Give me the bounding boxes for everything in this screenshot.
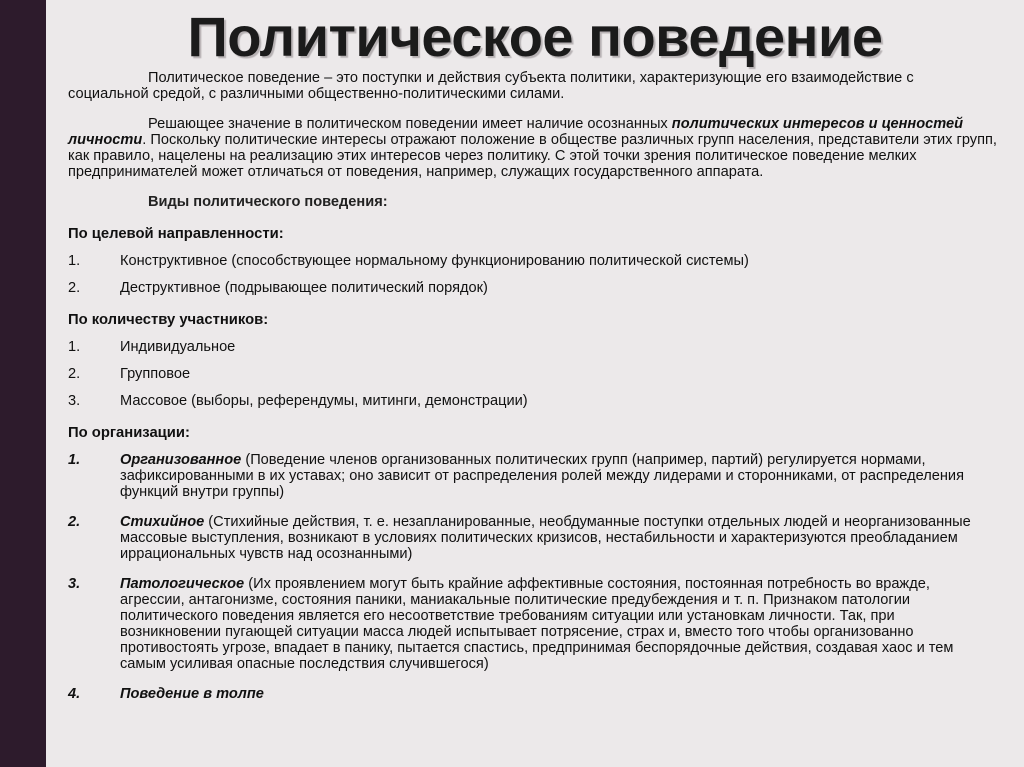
decisive-before: Решающее значение в политическом поведении имеет наличие осознанных — [148, 116, 672, 132]
list-item: 2. Групповое — [68, 366, 191, 382]
organization-heading: По организации: — [68, 425, 190, 441]
direction-heading: По целевой направленности: — [68, 226, 284, 242]
participants-list — [68, 339, 998, 409]
list-item: 1. Конструктивное (способствующее нормальному функционированию политической системы) — [68, 253, 749, 269]
list-item: 2. Деструктивное (подрывающее политический порядок) — [68, 280, 488, 296]
left-accent-bar — [0, 0, 46, 767]
decisive-emphasis: политических интересов и ценностей личности — [68, 116, 964, 148]
page-title: Политическое поведение — [187, 5, 883, 68]
intro-paragraph — [68, 70, 998, 102]
list-item: 1. Организованное (Поведение членов организованных политических групп (например, партий) регулируется нормами, зафиксированными в их уставах; оно зависит от распределения ролей между лидерами и сторонниками, от распределения функций внутри группы) — [68, 452, 964, 500]
list-item: 2. Стихийное (Стихийные действия, т. е. незапланированные, необдуманные поступки отдельных людей и неорганизованные массовые выступления, возникают в условиях политических кризисов, нестабильности и характеризуются преобладанием иррациональных чувств над осознанными) — [68, 514, 971, 562]
list-item: 3. Массовое (выборы, референдумы, митинги, демонстрации) — [68, 393, 528, 409]
list-item: 4. Поведение в толпе — [68, 686, 264, 702]
list-item: 3. Патологическое (Их проявлением могут быть крайние аффективные состояния, постоянная потребность во вражде, агрессии, антагонизме, состояния паники, маниакальные политические предубеждения и т. п. Признаком патологии политического поведения является его несоответствие требованиям ситуации или установкам личности. Так, при возникновении пугающей ситуации масса людей испытывает потрясение, страх и, вместо того чтобы организованно противостоять угрозе, впадает в панику, пытается спастись, предпринимая беспорядочные действия, создавая хаос и тем самым усиливая опасные последствия случившегося) — [68, 576, 954, 672]
organization-list — [68, 452, 998, 702]
participants-heading: По количеству участников: — [68, 312, 269, 328]
types-heading: Виды политического поведения: — [148, 194, 388, 210]
direction-list — [68, 253, 998, 296]
list-item: 1. Индивидуальное — [68, 339, 236, 355]
decisive-paragraph — [68, 116, 998, 180]
decisive-after: . Поскольку политические интересы отражают положение в обществе различных групп населения, представители этих групп, как правило, нацелены на реализацию этих интересов через политику. С этой точки зрения политическое поведение мелких предпринимателей может отличаться от поведения, например, служащих государственного аппарата. — [68, 132, 997, 180]
intro-definition: – это поступки и действия субъекта политики, характеризующие его взаимодействие с социальной средой, с различными общественно-политическими силами. — [68, 70, 914, 102]
document-body — [68, 70, 998, 716]
intro-term: Политическое поведение — [148, 70, 321, 86]
